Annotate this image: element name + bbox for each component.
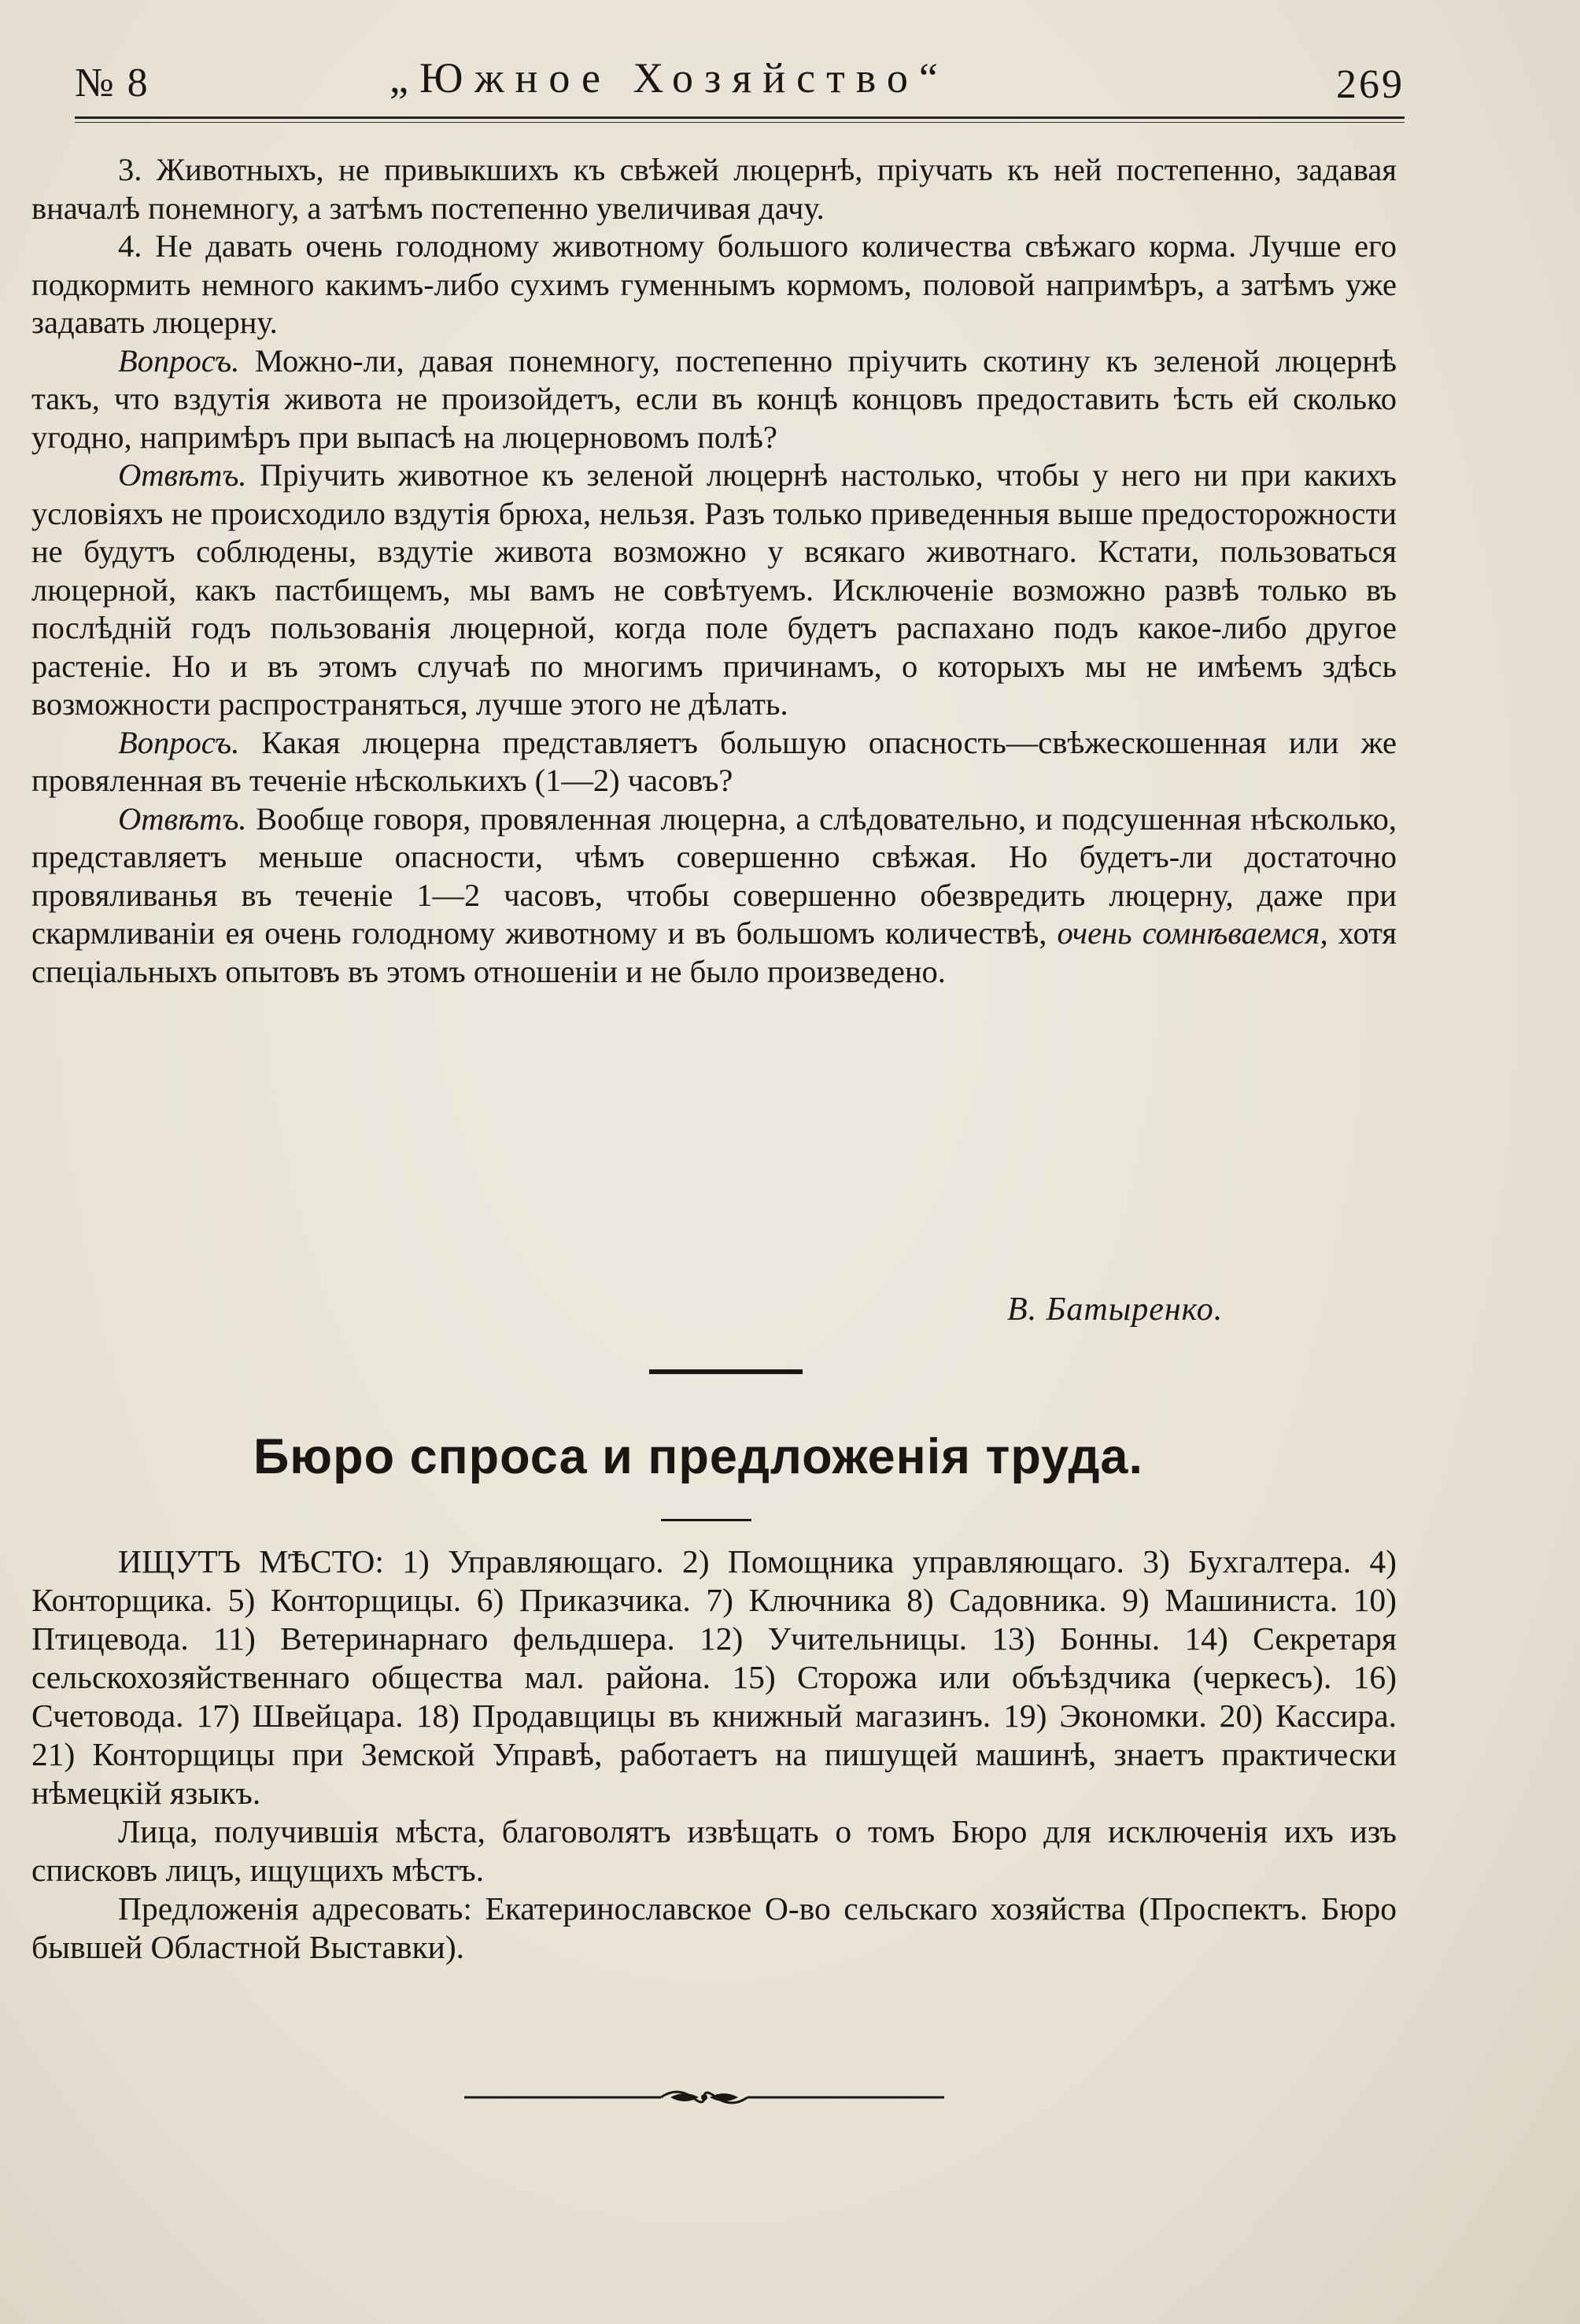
text-run: Предложенія адресовать: Екатеринославское О-во сельскаго хозяйства (Проспектъ. Бюро бывшей Областной Выставки). — [31, 1890, 1397, 1965]
article-body — [31, 151, 1397, 991]
section-title: Бюро спроса и предложенія труда. — [253, 1429, 1143, 1484]
text-run: 4. Не давать очень голодному животному большого количества свѣжаго корма. Лучше его подкормить немного какимъ-либо сухимъ гуменнымъ кормомъ, половой напримѣръ, а затѣмъ уже задавать люцерну. — [31, 228, 1397, 340]
text-run: Какая люцерна представляетъ большую опасность—свѣжескошенная или же провяленная въ теченіе нѣсколькихъ (1—2) часовъ? — [31, 724, 1397, 798]
header-rule — [75, 116, 1405, 123]
end-ornament — [464, 2082, 944, 2113]
text-run: 3. Животныхъ, не привыкшихъ къ свѣжей люцернѣ, пріучать къ ней постепенно, задавая вначалѣ понемногу, а затѣмъ постепенно увеличивая дачу. — [31, 152, 1397, 226]
italic-run: очень сомнѣваемся, — [1057, 915, 1328, 951]
italic-run: Отвѣтъ. — [118, 457, 247, 493]
paragraph — [31, 1812, 1397, 1890]
journal-title: „Южное Хозяйство“ — [389, 54, 949, 102]
text-run: Можно-ли, давая понемногу, постепенно пріучить скотину къ зеленой люцернѣ такъ, что вздутія живота не произойдетъ, если въ концѣ концовъ предоставить ѣсть ей сколько угодно, напримѣръ при выпасѣ на люцерновомъ полѣ? — [31, 342, 1397, 455]
bureau-notice — [31, 1543, 1397, 1967]
paragraph — [31, 151, 1397, 227]
italic-run: Вопросъ. — [118, 724, 240, 760]
paragraph — [31, 456, 1397, 724]
paragraph — [31, 724, 1397, 800]
text-run: хотя спеціальныхъ опытовъ въ этомъ отношеніи и не было произведено. — [31, 915, 1397, 989]
paragraph — [31, 227, 1397, 342]
author-signature: В. Батыренко. — [1007, 1291, 1224, 1328]
paragraph — [31, 342, 1397, 457]
issue-number: № 8 — [75, 61, 150, 105]
running-header — [75, 54, 1405, 116]
text-run: Лица, получившія мѣста, благоволятъ извѣщать о томъ Бюро для исключенія ихъ изъ списковъ лицъ, ищущихъ мѣстъ. — [31, 1813, 1397, 1888]
paragraph — [31, 1543, 1397, 1812]
paragraph — [31, 800, 1397, 992]
title-rule — [661, 1519, 751, 1521]
section-divider — [649, 1369, 803, 1374]
italic-run: Вопросъ. — [118, 342, 240, 379]
text-run: ИЩУТЪ МѢСТО: 1) Управляющаго. 2) Помощника управляющаго. 3) Бухгалтера. 4) Конторщика. 5) Конторщицы. 6) Приказчика. 7) Ключника 8) Садовника. 9) Машиниста. 10) Птицевода. 11) Ветеринарнаго фельдшера. 12) Учительницы. 13) Бонны. 14) Секретаря сельскохозяйственнаго общества мал. района. 15) Сторожа или объѣздчика (черкесъ). 16) Счетовода. 17) Швейцара. 18) Продавщицы въ книжный магазинъ. 19) Экономки. 20) Кассира. 21) Конторщицы при Земской Управѣ, работаетъ на пишущей машинѣ, знаетъ практически нѣмецкій языкъ. — [31, 1543, 1397, 1811]
text-run: Вообще говоря, провяленная люцерна, а слѣдовательно, и подсушенная нѣсколько, представляетъ меньше опасности, чѣмъ совершенно свѣжая. Но будетъ-ли достаточно провяливанья въ теченіе 1—2 часовъ, чтобы совершенно обезвредить люцерну, даже при скармливаніи ея очень голодному животному и въ большомъ количествѣ, — [31, 800, 1397, 951]
page-number: 269 — [1336, 62, 1405, 107]
text-run: Пріучить животное къ зеленой люцернѣ настолько, чтобы у него ни при какихъ условіяхъ не происходило вздутія брюха, нельзя. Разъ только приведенныя выше предосторожности не будутъ соблюдены, вздутіе живота возможно у всякаго животнаго. Кстати, пользоваться люцерной, какъ пастбищемъ, мы вамъ не совѣтуемъ. Исключеніе возможно развѣ только въ послѣдній годъ пользованія люцерной, когда поле будетъ распахано подъ какое-либо другое растеніе. Но и въ этомъ случаѣ по многимъ причинамъ, о которыхъ мы не имѣемъ здѣсь возможности распространяться, лучше этого не дѣлать. — [31, 457, 1397, 722]
italic-run: Отвѣтъ. — [118, 800, 247, 837]
paragraph — [31, 1890, 1397, 1967]
